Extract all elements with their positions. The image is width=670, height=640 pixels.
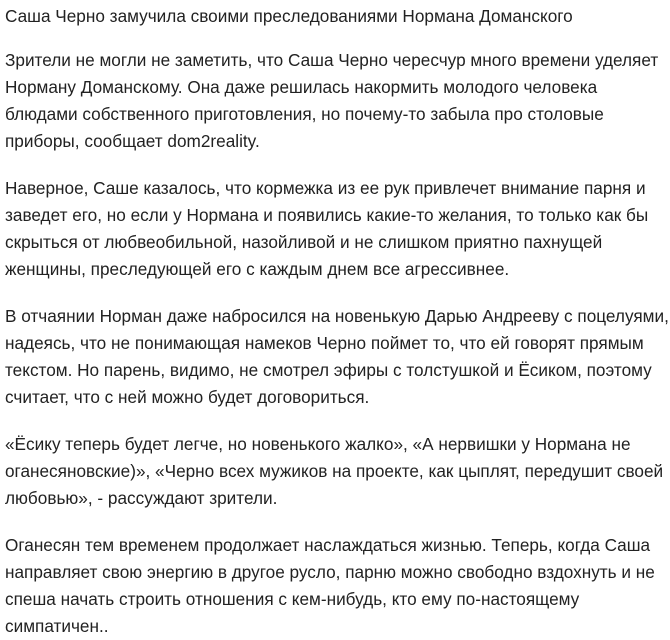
text-line: спеша начать строить отношения с кем-нибудь, кто ему по-настоящему — [5, 589, 580, 609]
text-line: направляет свою энергию в другое русло, парню можно свободно вздохнуть и не — [5, 562, 655, 582]
article-title: Саша Черно замучила своими преследованиями Нормана Доманского — [5, 6, 573, 26]
text-line: приборы, сообщает dom2reality. — [5, 131, 260, 151]
text-line: блюдами собственного приготовления, но почему-то забыла про столовые — [5, 104, 604, 124]
text-line: В отчаянии Норман даже набросился на новенькую Дарью Андрееву с поцелуями, — [5, 306, 669, 326]
paragraph-spacer — [5, 411, 667, 431]
paragraph-spacer — [5, 30, 667, 47]
text-line: симпатичен.. — [5, 616, 109, 636]
text-line: женщины, преследующей его с каждым днем все агрессивнее. — [5, 259, 510, 279]
text-line: скрыться от любвеобильной, назойливой и не слишком приятно пахнущей — [5, 232, 603, 252]
text-line: Оганесян тем временем продолжает наслаждаться жизнью. Теперь, когда Саша — [5, 535, 651, 555]
article — [5, 0, 667, 640]
article-paragraph — [5, 175, 667, 283]
text-line: текстом. Но парень, видимо, не смотрел эфиры с толстушкой и Ёсиком, поэтому — [5, 360, 652, 380]
paragraph-spacer — [5, 155, 667, 175]
text-line: надеясь, что не понимающая намеков Черно поймет то, что ей говорят прямым — [5, 333, 644, 353]
article-paragraph — [5, 532, 667, 640]
text-line: считает, что с ней можно будет договориться. — [5, 387, 370, 407]
article-paragraph — [5, 303, 667, 411]
text-line: оганесяновские)», «Черно всех мужиков на проекте, как цыплят, передушит своей — [5, 461, 664, 481]
text-line: любовью», - рассуждают зрители. — [5, 488, 278, 508]
text-line: Наверное, Саше казалось, что кормежка из ее рук привлечет внимание парня и — [5, 178, 646, 198]
article-paragraph — [5, 431, 667, 512]
paragraph-spacer — [5, 283, 667, 303]
text-line: заведет его, но если у Нормана и появились какие-то желания, то только как бы — [5, 205, 649, 225]
text-line: Норману Доманскому. Она даже решилась накормить молодого человека — [5, 77, 598, 97]
article-paragraph — [5, 47, 667, 155]
paragraph-spacer — [5, 512, 667, 532]
text-line: «Ёсику теперь будет легче, но новенького жалко», «А нервишки у Нормана не — [5, 434, 631, 454]
text-line: Зрители не могли не заметить, что Саша Черно чересчур много времени уделяет — [5, 50, 659, 70]
